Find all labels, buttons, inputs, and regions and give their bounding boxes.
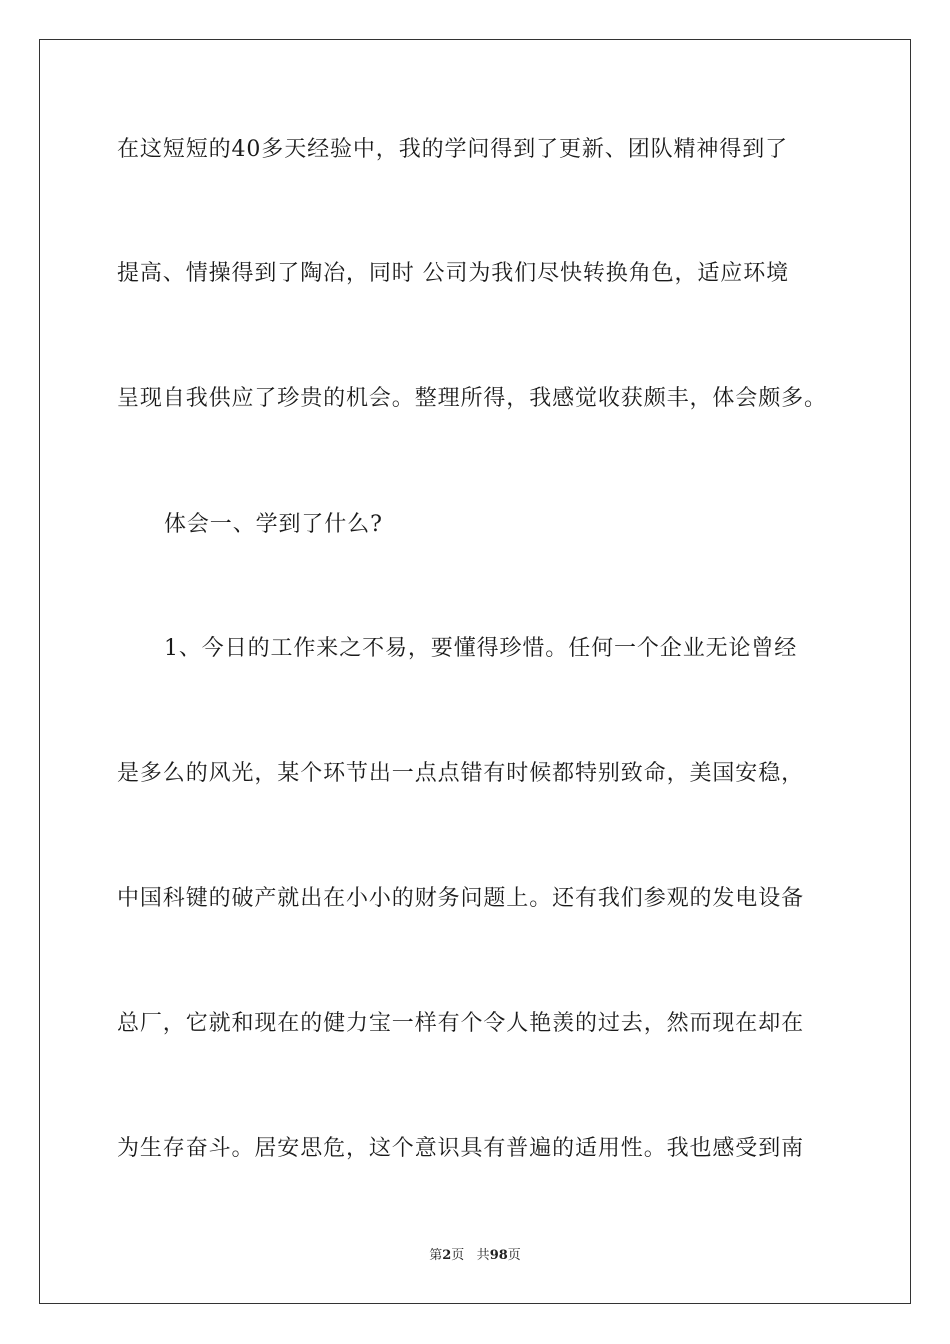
page-suffix: 页 [451, 1248, 465, 1263]
text-line-3: 呈现自我供应了珍贵的机会。整理所得，我感觉收获颇丰，体会颇多。 [117, 386, 827, 411]
page-number: 2 [442, 1248, 452, 1263]
section-heading: 体会一、学到了什么? [164, 512, 383, 537]
text-line-1: 在这短短的40多天经验中，我的学问得到了更新、团队精神得到了 [117, 137, 788, 162]
text-line-5: 1、今日的工作来之不易，要懂得珍惜。任何一个企业无论曾经 [164, 636, 798, 661]
page-footer [0, 1247, 950, 1265]
total-suffix: 页 [507, 1248, 521, 1263]
total-pages: 98 [489, 1248, 508, 1263]
text-line-9: 为生存奋斗。居安思危，这个意识具有普遍的适用性。我也感受到南 [117, 1136, 805, 1161]
text-line-2: 提高、情操得到了陶冶，同时 公司为我们尽快转换角色，适应环境 [117, 261, 789, 286]
text-line-7: 中国科键的破产就出在小小的财务问题上。还有我们参观的发电设备 [117, 886, 805, 911]
total-prefix: 共 [476, 1248, 490, 1263]
page-prefix: 第 [429, 1248, 443, 1263]
text-line-8: 总厂，它就和现在的健力宝一样有个令人艳羡的过去，然而现在却在 [117, 1011, 805, 1036]
page-border [39, 39, 911, 1304]
text-line-6: 是多么的风光，某个环节出一点点错有时候都特别致命，美国安稳， [117, 761, 805, 786]
